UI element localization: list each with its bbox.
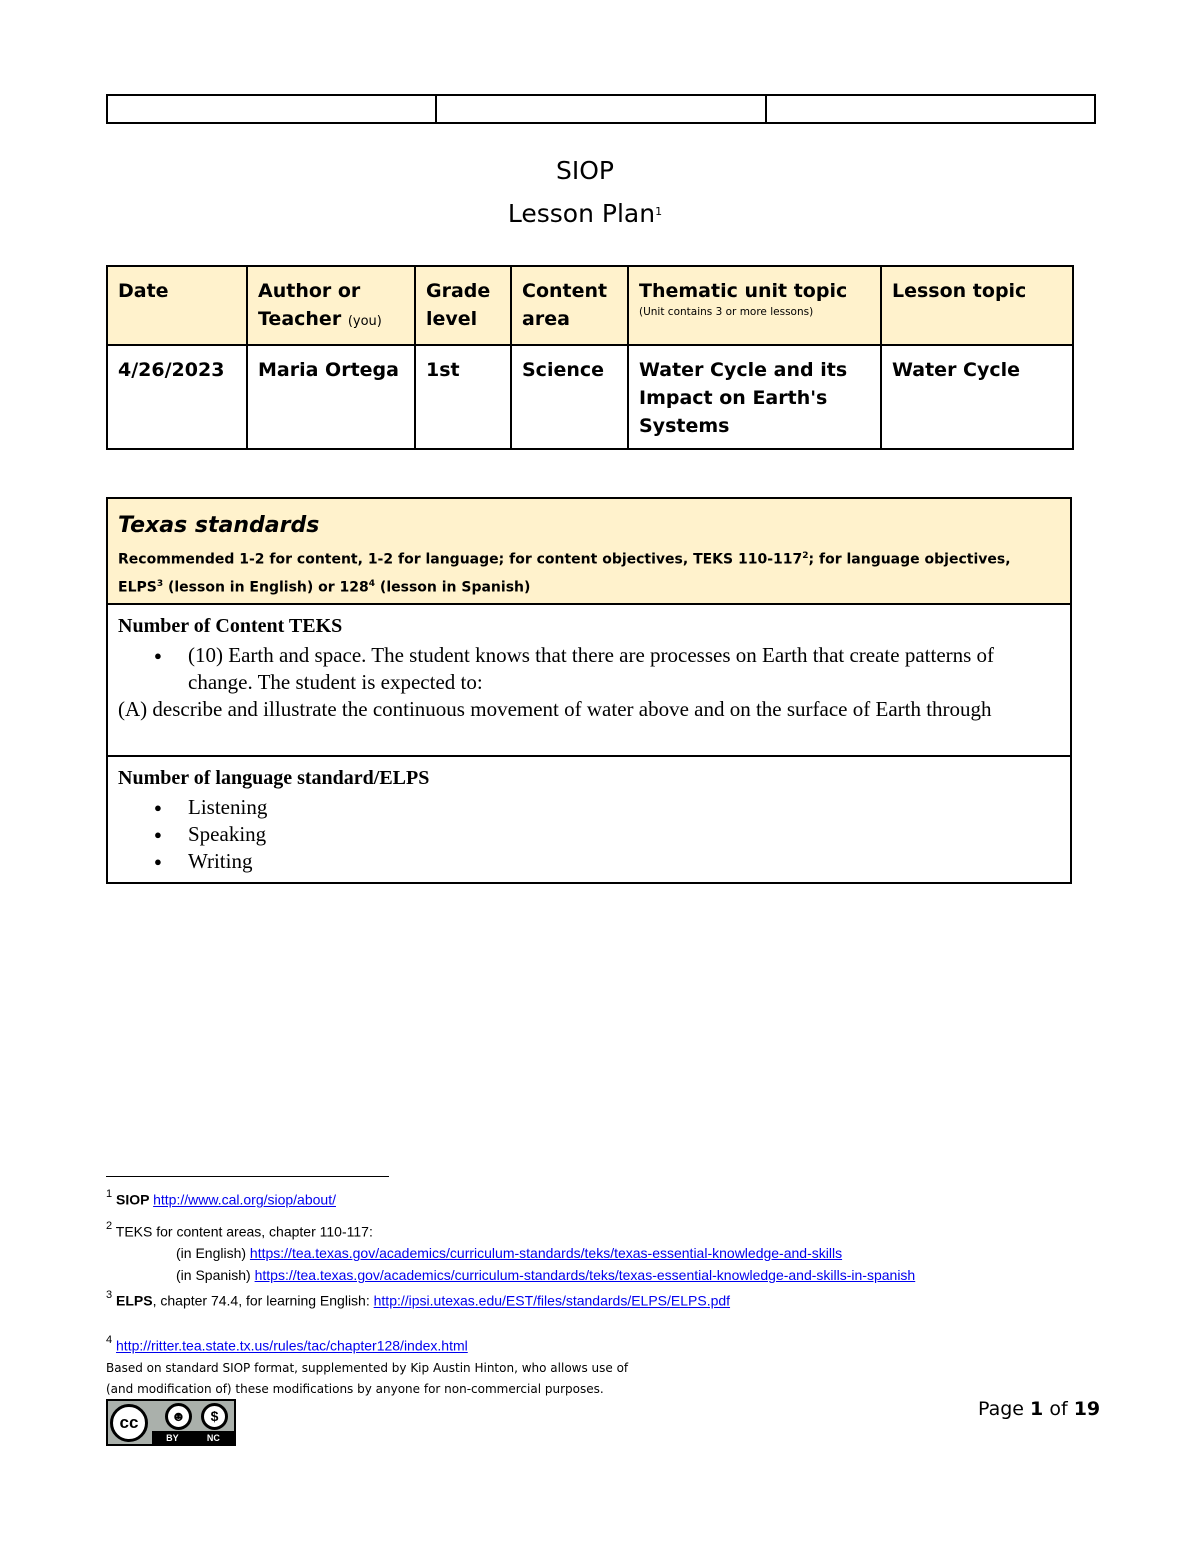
footnote-number: 1: [106, 1188, 113, 1200]
content-teks-list: [118, 642, 1060, 696]
footnote-ref-1[interactable]: 1: [655, 205, 663, 218]
header-lesson-topic: Lesson topic: [881, 266, 1073, 345]
footnote-4: [106, 1332, 468, 1356]
license-nc-label: NC: [206, 1432, 220, 1443]
page-subtitle: [0, 199, 1170, 228]
header-author-note: (you): [347, 314, 382, 329]
value-author: Maria Ortega: [247, 345, 415, 449]
header-author-label: Author or Teacher: [258, 280, 361, 330]
footnote-label: (in English): [176, 1245, 250, 1261]
attribution-line: (and modification of) these modifications by anyone for non-commercial purposes.: [106, 1382, 604, 1396]
header-author: [247, 266, 415, 345]
footnote-number: 2: [106, 1220, 113, 1232]
footnote-ref-4[interactable]: 4: [368, 578, 376, 589]
footnote-2-english: [106, 1243, 842, 1263]
footnote-label: SIOP: [116, 1191, 154, 1208]
standards-sub-c: (lesson in English) or 128: [163, 579, 369, 596]
attribution-text: [106, 1358, 628, 1400]
content-teks-heading: Number of Content TEKS: [118, 615, 343, 638]
footnote-separator: [106, 1176, 389, 1177]
footnote-number: 4: [106, 1334, 113, 1346]
footnote-label-bold: ELPS: [116, 1292, 153, 1309]
footnote-label: (in Spanish): [176, 1267, 255, 1283]
standards-subtitle: [118, 544, 1060, 599]
lesson-info-table: [106, 265, 1074, 450]
cc-by-nc-license-badge[interactable]: [106, 1399, 236, 1446]
header-thematic: [628, 266, 881, 345]
footnote-link[interactable]: http://www.cal.org/siop/about/: [153, 1191, 336, 1208]
value-thematic: Water Cycle and its Impact on Earth's Systems: [628, 345, 881, 449]
page-of: of: [1043, 1398, 1074, 1420]
footnote-link[interactable]: https://tea.texas.gov/academics/curriculum-standards/teks/texas-essential-knowledge-and-skills: [249, 1245, 843, 1261]
page-prefix: Page: [978, 1398, 1031, 1420]
value-lesson-topic: Water Cycle: [881, 345, 1073, 449]
noncommercial-dollar-icon: $: [201, 1403, 228, 1430]
footnote-1: [106, 1186, 336, 1210]
header-cell: [436, 95, 765, 123]
header-grade: Grade level: [415, 266, 511, 345]
value-content-area: Science: [511, 345, 628, 449]
list-item: ● Listening: [118, 794, 1060, 821]
language-elps-heading: Number of language standard/ELPS: [118, 767, 430, 790]
footnote-number: 3: [106, 1289, 113, 1301]
list-item: ● Speaking: [118, 821, 1060, 848]
list-item: ● (10) Earth and space. The student knows that there are processes on Earth that create patterns of change. The student is expected to:: [118, 642, 1060, 696]
header-cell: [766, 95, 1095, 123]
page-number: [978, 1398, 1100, 1420]
content-teks-cell: [107, 604, 1071, 756]
content-teks-paragraph: (A) describe and illustrate the continuous movement of water above and on the surface of Earth through: [118, 697, 992, 722]
footnote-2-spanish: [106, 1265, 915, 1285]
page-title: SIOP: [556, 156, 614, 185]
header-thematic-label: Thematic unit topic: [639, 280, 848, 302]
footnote-label: TEKS for content areas, chapter 110-117:: [115, 1223, 373, 1240]
page-current: 1: [1030, 1398, 1044, 1420]
footnote-label: , chapter 74.4, for learning English:: [152, 1292, 374, 1309]
subtitle-text: Lesson Plan: [507, 199, 656, 228]
language-elps-list: [118, 794, 1060, 875]
footnote-ref-3[interactable]: 3: [156, 578, 164, 589]
header-thematic-note: (Unit contains 3 or more lessons): [639, 306, 814, 318]
footnote-link[interactable]: https://tea.texas.gov/academics/curriculum-standards/teks/texas-essential-knowledge-and-skills-in-spanish: [254, 1267, 916, 1283]
page-total: 19: [1073, 1398, 1101, 1420]
footnote-ref-2[interactable]: 2: [802, 551, 809, 561]
footnote-3: [106, 1287, 730, 1311]
value-grade: 1st: [415, 345, 511, 449]
footnote-2: [106, 1218, 373, 1242]
header-date: Date: [107, 266, 247, 345]
cc-icon: cc: [110, 1404, 148, 1442]
standards-header: [107, 498, 1071, 604]
header-table: [106, 94, 1096, 124]
attribution-person-icon: ☻: [165, 1403, 192, 1430]
value-date: 4/26/2023: [107, 345, 247, 449]
attribution-line: Based on standard SIOP format, supplemented by Kip Austin Hinton, who allows use of: [106, 1361, 629, 1375]
list-item: ● Writing: [118, 848, 1060, 875]
info-header-row: [107, 266, 1073, 345]
standards-sub-a: Recommended 1-2 for content, 1-2 for language; for content objectives, TEKS 110-117: [118, 551, 803, 568]
language-elps-cell: [107, 756, 1071, 883]
header-cell: [107, 95, 436, 123]
standards-sub-d: (lesson in Spanish): [375, 579, 531, 596]
footnote-link[interactable]: http://ritter.tea.state.tx.us/rules/tac/chapter128/index.html: [116, 1337, 468, 1354]
footnote-link[interactable]: http://ipsi.utexas.edu/EST/files/standards/ELPS/ELPS.pdf: [373, 1292, 731, 1309]
license-by-label: BY: [166, 1432, 179, 1443]
standards-table: [106, 497, 1072, 884]
header-content-area: Content area: [511, 266, 628, 345]
standards-title: Texas standards: [118, 513, 320, 538]
info-value-row: [107, 345, 1073, 449]
license-band: [152, 1431, 234, 1444]
standards-sub-b: ; for language objectives, ELPS: [118, 551, 1011, 596]
